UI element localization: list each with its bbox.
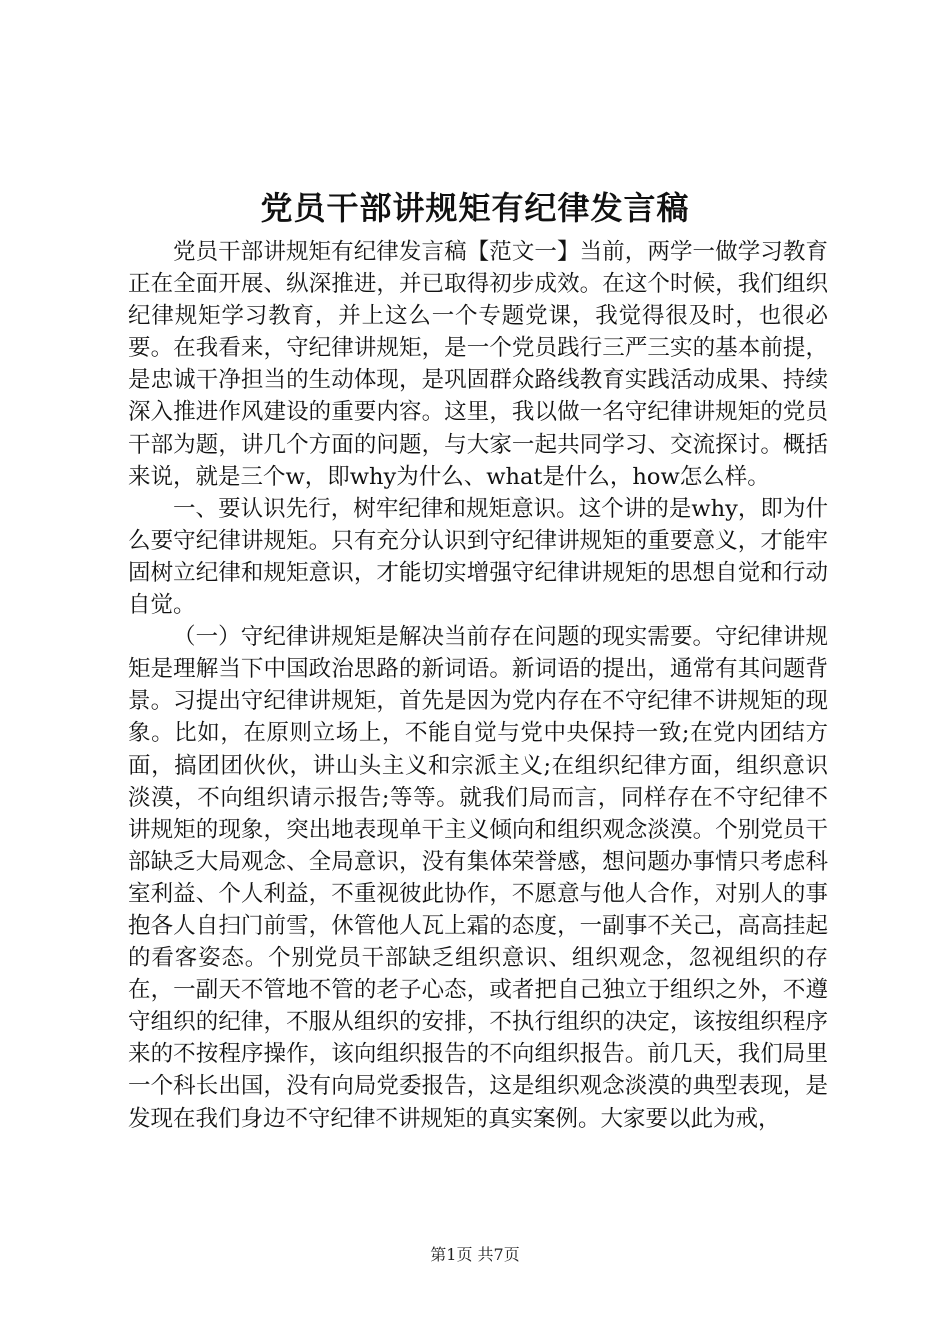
body-paragraph: 一、要认识先行，树牢纪律和规矩意识。这个讲的是why，即为什么要守纪律讲规矩。只有充分认识到守纪律讲规矩的重要意义，才能牢固树立纪律和规矩意识，才能切实增强守纪律讲规矩的思想自觉和行动自觉。	[128, 495, 828, 619]
document-body	[128, 236, 828, 1135]
page-footer: 第1页 共7页	[430, 1245, 520, 1264]
body-paragraph: 党员干部讲规矩有纪律发言稿【范文一】当前，两学一做学习教育正在全面开展、纵深推进，并已取得初步成效。在这个时候，我们组织纪律规矩学习教育，并上这么一个专题党课，我觉得很及时，也很必要。在我看来，守纪律讲规矩，是一个党员践行三严三实的基本前提，是忠诚干净担当的生动体现，是巩固群众路线教育实践活动成果、持续深入推进作风建设的重要内容。这里，我以做一名守纪律讲规矩的党员干部为题，讲几个方面的问题，与大家一起共同学习、交流探讨。概括来说，就是三个w，即why为什么、what是什么，how怎么样。	[128, 239, 828, 490]
body-paragraph: （一）守纪律讲规矩是解决当前存在问题的现实需要。守纪律讲规矩是理解当下中国政治思路的新词语。新词语的提出，通常有其问题背景。习提出守纪律讲规矩，首先是因为党内存在不守纪律不讲规矩的现象。比如，在原则立场上，不能自觉与党中央保持一致;在党内团结方面，搞团团伙伙，讲山头主义和宗派主义;在组织纪律方面，组织意识淡漠，不向组织请示报告;等等。就我们局而言，同样存在不守纪律不讲规矩的现象，突出地表现单干主义倾向和组织观念淡漠。个别党员干部缺乏大局观念、全局意识，没有集体荣誉感，想问题办事情只考虑科室利益、个人利益，不重视彼此协作，不愿意与他人合作，对别人的事抱各人自扫门前雪，休管他人瓦上霜的态度，一副事不关己，高高挂起的看客姿态。个别党员干部缺乏组织意识、组织观念，忽视组织的存在，一副天不管地不管的老子心态，或者把自己独立于组织之外，不遵守组织的纪律，不服从组织的安排，不执行组织的决定，该按组织程序来的不按程序操作，该向组织报告的不向组织报告。前几天，我们局里一个科长出国，没有向局党委报告，这是组织观念淡漠的典型表现，是发现在我们身边不守纪律不讲规矩的真实案例。大家要以此为戒，	[128, 624, 828, 1132]
document-title: 党员干部讲规矩有纪律发言稿	[260, 189, 690, 227]
